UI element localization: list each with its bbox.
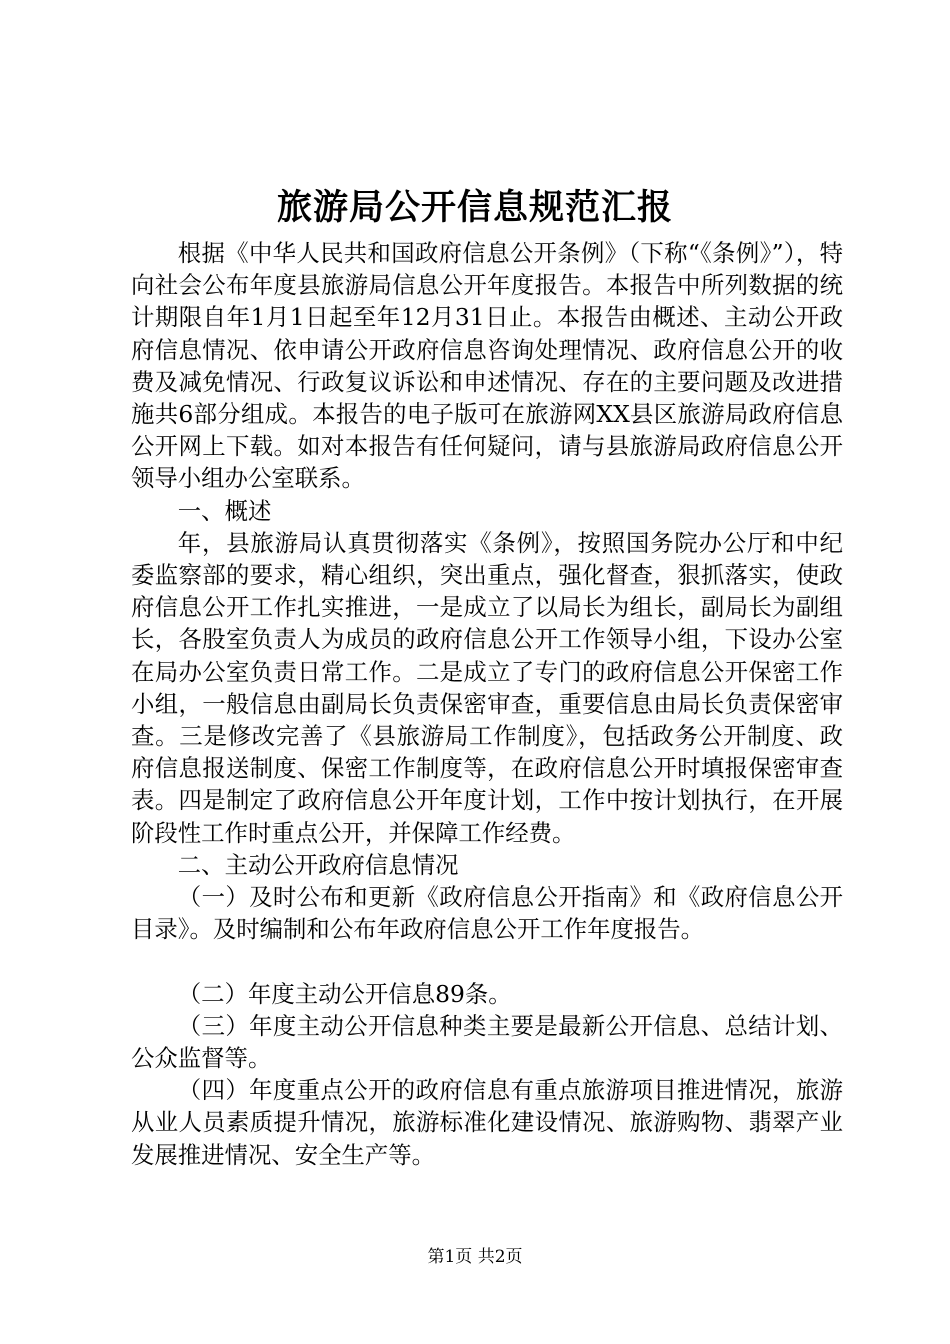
intro-paragraph: 根据《中华人民共和国政府信息公开条例》（下称“《条例》”），特向社会公布年度县旅游局信息公开年度报告。本报告中所列数据的统计期限自年1月1日起至年12月31日止。本报告由概述、主动公开政府信息情况、依申请公开政府信息咨询处理情况、政府信息公开的收费及减免情况、行政复议诉讼和申述情况、存在的主要问题及改进措施共6部分组成。本报告的电子版可在旅游网XX县区旅游局政府信息公开网上下载。如对本报告有任何疑问，请与县旅游局政府信息公开领导小组办公室联系。 — [131, 239, 843, 493]
disclosure-item-2: （二）年度主动公开信息89条。 — [177, 979, 512, 1008]
paragraph-spacer — [131, 945, 843, 977]
page-number-footer: 第1页 共2页 — [427, 1247, 523, 1267]
section-heading-overview: 一、概述 — [177, 496, 272, 525]
document-title: 旅游局公开信息规范汇报 — [276, 187, 673, 228]
disclosure-item-3: （三）年度主动公开信息种类主要是最新公开信息、总结计划、公众监督等。 — [131, 1011, 843, 1073]
disclosure-item-1: （一）及时公布和更新《政府信息公开指南》和《政府信息公开目录》。及时编制和公布年政府信息公开工作年度报告。 — [131, 883, 843, 944]
document-body — [131, 237, 843, 1171]
disclosure-item-4: （四）年度重点公开的政府信息有重点旅游项目推进情况，旅游从业人员素质提升情况，旅游标准化建设情况、旅游购物、翡翠产业发展推进情况、安全生产等。 — [131, 1076, 843, 1169]
overview-paragraph: 年，县旅游局认真贯彻落实《条例》，按照国务院办公厅和中纪委监察部的要求，精心组织，突出重点，强化督查，狠抓落实，使政府信息公开工作扎实推进，一是成立了以局长为组长，副局长为副组长，各股室负责人为成员的政府信息公开工作领导小组，下设办公室在局办公室负责日常工作。二是成立了专门的政府信息公开保密工作小组，一般信息由副局长负责保密审查，重要信息由局长负责保密审查。三是修改完善了《县旅游局工作制度》，包括政务公开制度、政府信息报送制度、保密工作制度等，在政府信息公开时填报保密审查表。四是制定了政府信息公开年度计划，工作中按计划执行，在开展阶段性工作时重点公开，并保障工作经费。 — [131, 528, 843, 847]
section-heading-active-disclosure: 二、主动公开政府信息情况 — [177, 850, 459, 879]
